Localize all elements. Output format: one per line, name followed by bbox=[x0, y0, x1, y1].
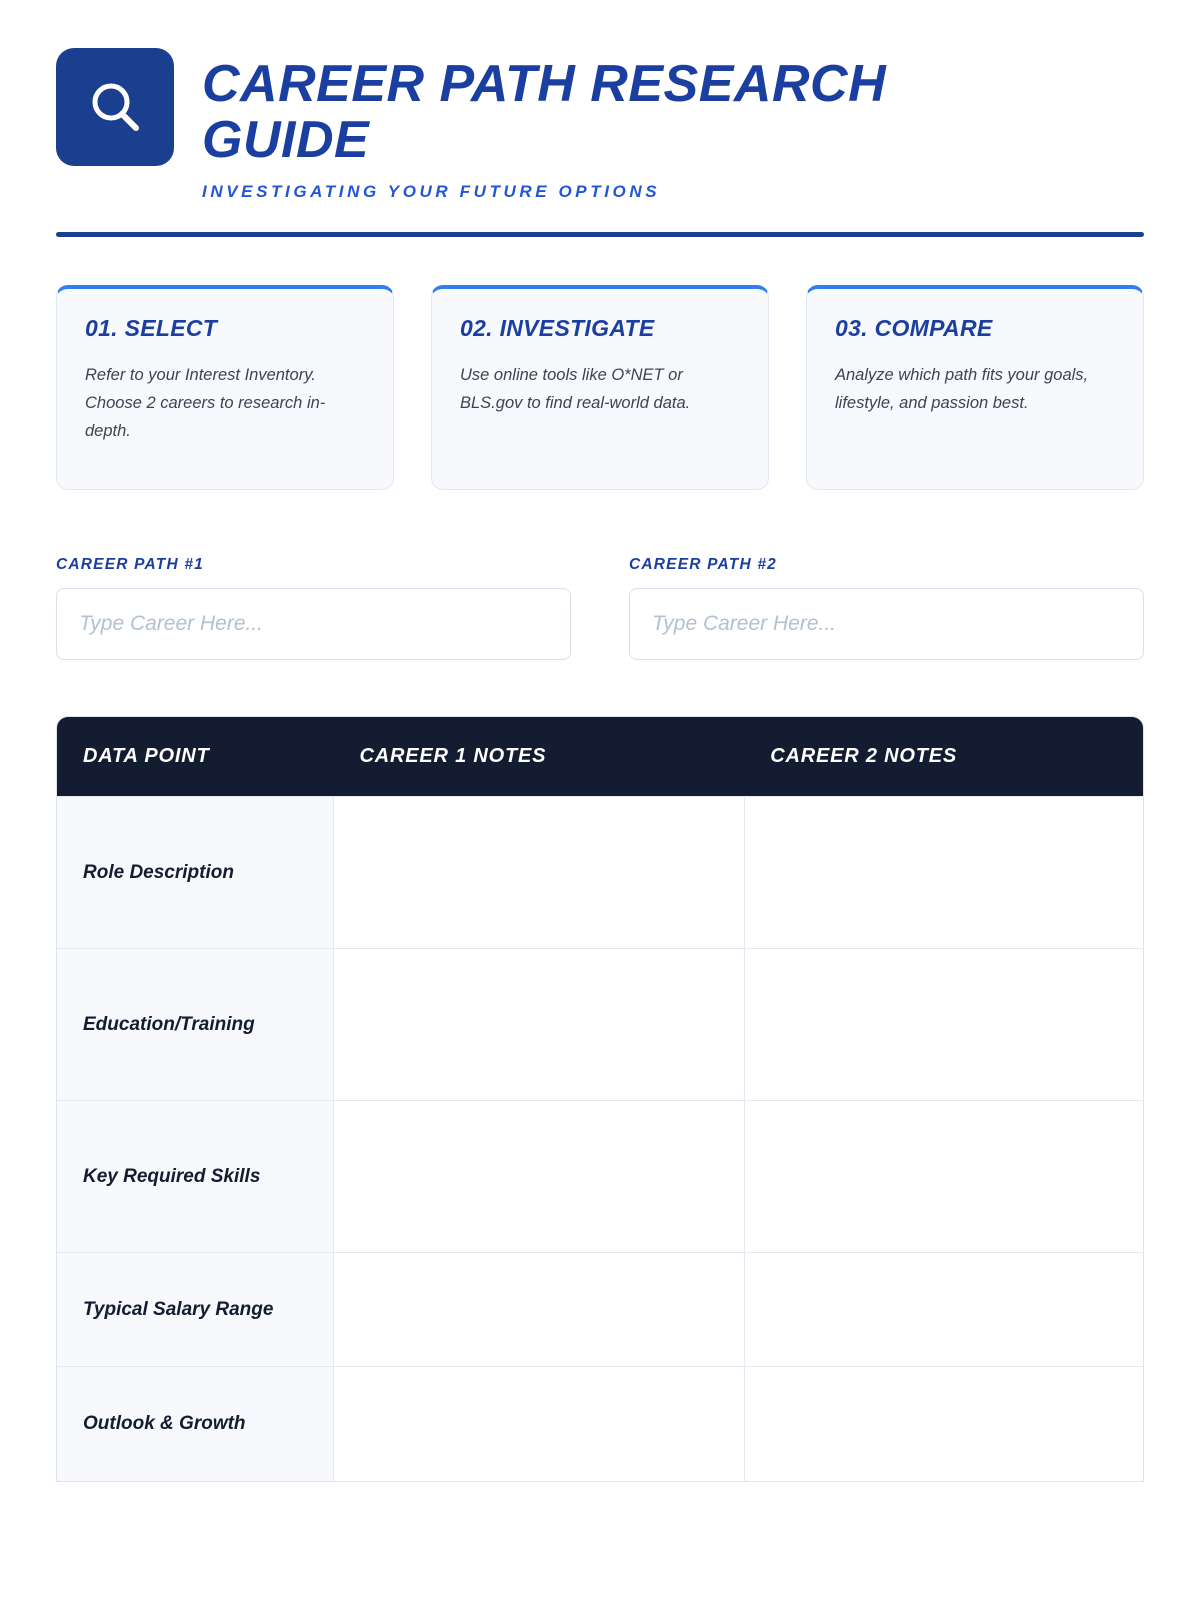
note-cell-career1-outlook-growth[interactable] bbox=[334, 1367, 745, 1481]
comparison-table bbox=[56, 716, 1144, 1482]
column-header-career-1: CAREER 1 NOTES bbox=[334, 717, 745, 797]
step-description: Analyze which path fits your goals, lifestyle, and passion best. bbox=[835, 366, 1089, 413]
note-cell-career1-education-training[interactable] bbox=[334, 949, 745, 1101]
career-path-2-group bbox=[629, 556, 1144, 660]
row-label-key-required-skills: Key Required Skills bbox=[57, 1101, 334, 1253]
step-card-investigate bbox=[431, 285, 769, 490]
table-row bbox=[57, 949, 1143, 1101]
step-card-compare bbox=[806, 285, 1144, 490]
career-path-1-group bbox=[56, 556, 571, 660]
step-description: Use online tools like O*NET or BLS.gov to find real-world data. bbox=[460, 366, 691, 413]
page-subtitle: INVESTIGATING YOUR FUTURE OPTIONS bbox=[202, 182, 661, 202]
row-label-role-description: Role Description bbox=[57, 797, 334, 949]
career-path-1-label: CAREER PATH #1 bbox=[56, 556, 204, 574]
table-row bbox=[57, 1367, 1143, 1481]
column-header-data-point: DATA POINT bbox=[57, 717, 334, 797]
note-cell-career2-key-required-skills[interactable] bbox=[744, 1101, 1143, 1253]
column-header-career-2: CAREER 2 NOTES bbox=[744, 717, 1143, 797]
table-row bbox=[57, 1101, 1143, 1253]
step-description: Refer to your Interest Inventory. Choose 2 careers to research in-depth. bbox=[85, 366, 326, 440]
table-row bbox=[57, 797, 1143, 949]
page-header bbox=[56, 48, 1144, 202]
note-cell-career2-role-description[interactable] bbox=[744, 797, 1143, 949]
step-title: 02. INVESTIGATE bbox=[460, 315, 655, 342]
career-path-1-input[interactable] bbox=[56, 588, 571, 660]
note-cell-career2-typical-salary-range[interactable] bbox=[744, 1253, 1143, 1367]
note-cell-career1-typical-salary-range[interactable] bbox=[334, 1253, 745, 1367]
row-label-outlook-growth: Outlook & Growth bbox=[57, 1367, 334, 1481]
note-cell-career2-education-training[interactable] bbox=[744, 949, 1143, 1101]
steps-section bbox=[56, 285, 1144, 490]
search-icon bbox=[56, 48, 174, 166]
career-path-2-label: CAREER PATH #2 bbox=[629, 556, 777, 574]
table-row bbox=[57, 1253, 1143, 1367]
step-title: 03. COMPARE bbox=[835, 315, 993, 342]
header-text-block bbox=[202, 48, 1002, 202]
career-inputs-section bbox=[56, 556, 1144, 660]
career-path-2-input[interactable] bbox=[629, 588, 1144, 660]
note-cell-career2-outlook-growth[interactable] bbox=[744, 1367, 1143, 1481]
step-title: 01. SELECT bbox=[85, 315, 218, 342]
page-title: CAREER PATH RESEARCH GUIDE bbox=[202, 55, 887, 170]
note-cell-career1-key-required-skills[interactable] bbox=[334, 1101, 745, 1253]
header-divider bbox=[56, 232, 1144, 237]
note-cell-career1-role-description[interactable] bbox=[334, 797, 745, 949]
row-label-education-training: Education/Training bbox=[57, 949, 334, 1101]
row-label-typical-salary-range: Typical Salary Range bbox=[57, 1253, 334, 1367]
step-card-select bbox=[56, 285, 394, 490]
table-header-row bbox=[57, 717, 1143, 797]
